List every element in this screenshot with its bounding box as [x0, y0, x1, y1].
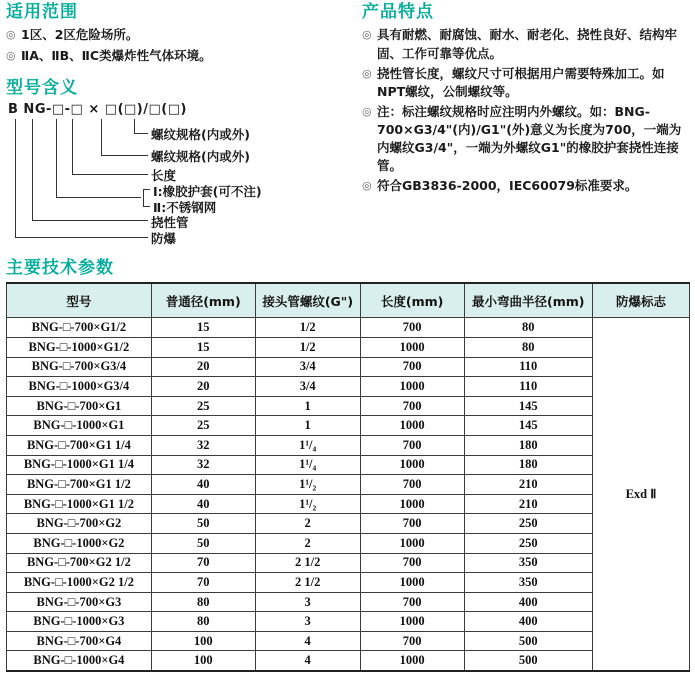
table-row — [7, 573, 690, 593]
length-cell: 1000 — [360, 573, 464, 593]
bullet-text: 1区、2区危险场所。 — [21, 27, 139, 43]
model-cell: BNG-□-700×G3/4 — [7, 357, 152, 377]
column-header-diameter: 普通径(mm) — [151, 283, 255, 318]
column-header-thread: 接头管螺纹(G") — [255, 283, 360, 318]
length-cell: 1000 — [360, 494, 464, 514]
diameter-cell: 50 — [151, 514, 255, 534]
thread-cell: 3/4 — [255, 357, 360, 377]
model-cell: BNG-□-1000×G4 — [7, 651, 152, 671]
diagram-label-length: 长度 — [151, 168, 177, 184]
diagram-label-thread-inner: 螺纹规格(内或外) — [151, 149, 250, 165]
thread-cell: 3 — [255, 612, 360, 632]
specs-section — [6, 258, 690, 278]
model-cell: BNG-□-700×G1/2 — [7, 318, 152, 338]
length-cell: 700 — [360, 514, 464, 534]
diameter-cell: 100 — [151, 651, 255, 671]
length-cell: 700 — [360, 553, 464, 573]
bend-radius-cell: 500 — [464, 651, 592, 671]
model-code-diagram — [6, 102, 358, 252]
table-row — [7, 651, 690, 671]
table-row — [7, 533, 690, 553]
bullet-icon: ◎ — [6, 48, 16, 62]
diameter-cell: 15 — [151, 337, 255, 357]
bend-radius-cell: 80 — [464, 337, 592, 357]
bend-radius-cell: 400 — [464, 592, 592, 612]
length-cell: 700 — [360, 592, 464, 612]
specs-table — [6, 282, 690, 672]
bend-radius-cell: 145 — [464, 396, 592, 416]
diagram-label-flexible-tube: 挠性管 — [151, 215, 189, 231]
table-row — [7, 377, 690, 397]
model-cell: BNG-□-700×G4 — [7, 631, 152, 651]
thread-cell: 1/2 — [255, 337, 360, 357]
diagram-label-explosion-proof: 防爆 — [151, 231, 177, 247]
model-cell: BNG-□-700×G1 1/2 — [7, 475, 152, 495]
bullet-icon: ◎ — [362, 104, 372, 118]
diameter-cell: 50 — [151, 533, 255, 553]
bend-radius-cell: 180 — [464, 455, 592, 475]
bend-radius-cell: 180 — [464, 435, 592, 455]
thread-cell: 1/2 — [255, 318, 360, 338]
table-row — [7, 514, 690, 534]
header-row — [7, 283, 690, 318]
length-cell: 700 — [360, 631, 464, 651]
bullet-icon: ◎ — [6, 28, 16, 42]
model-code: B NG-□-□ × □(□)/□(□) — [8, 102, 187, 118]
bend-radius-cell: 80 — [464, 318, 592, 338]
bullet-item — [6, 26, 358, 44]
thread-cell: 2 — [255, 533, 360, 553]
model-meaning-title: 型号含义 — [6, 77, 78, 98]
diameter-cell: 15 — [151, 318, 255, 338]
diameter-cell: 80 — [151, 612, 255, 632]
length-cell: 700 — [360, 435, 464, 455]
table-row — [7, 494, 690, 514]
thread-cell: 2 — [255, 514, 360, 534]
scope-bullets — [6, 26, 358, 64]
thread-cell: 1¹/₄ — [255, 455, 360, 475]
scope-section — [6, 2, 358, 65]
scope-title: 适用范围 — [6, 2, 78, 22]
top-section — [6, 2, 690, 256]
model-cell: BNG-□-700×G2 1/2 — [7, 553, 152, 573]
bullet-item — [362, 26, 690, 62]
table-row — [7, 612, 690, 632]
table-row — [7, 592, 690, 612]
table-row — [7, 337, 690, 357]
length-cell: 1000 — [360, 533, 464, 553]
length-cell: 1000 — [360, 377, 464, 397]
model-cell: BNG-□-1000×G2 1/2 — [7, 573, 152, 593]
specs-table-head — [7, 283, 690, 318]
connector-line — [15, 119, 148, 238]
diameter-cell: 70 — [151, 553, 255, 573]
model-cell: BNG-□-700×G1 1/4 — [7, 435, 152, 455]
length-cell: 1000 — [360, 337, 464, 357]
length-cell: 1000 — [360, 651, 464, 671]
table-row — [7, 435, 690, 455]
thread-cell: 1 — [255, 396, 360, 416]
model-meaning-section — [6, 78, 358, 252]
length-cell: 1000 — [360, 416, 464, 436]
model-cell: BNG-□-700×G1 — [7, 396, 152, 416]
diameter-cell: 80 — [151, 592, 255, 612]
thread-cell: 3 — [255, 592, 360, 612]
model-cell: BNG-□-1000×G1 — [7, 416, 152, 436]
length-cell: 1000 — [360, 612, 464, 632]
bullet-icon: ◎ — [362, 179, 372, 193]
bend-radius-cell: 350 — [464, 573, 592, 593]
diameter-cell: 40 — [151, 494, 255, 514]
bend-radius-cell: 110 — [464, 357, 592, 377]
left-column — [6, 2, 358, 256]
diameter-cell: 100 — [151, 631, 255, 651]
bend-radius-cell: 400 — [464, 612, 592, 632]
bend-radius-cell: 350 — [464, 553, 592, 573]
diameter-cell: 32 — [151, 455, 255, 475]
thread-cell: 1¹/₄ — [255, 435, 360, 455]
bend-radius-cell: 250 — [464, 514, 592, 534]
column-header-bend-radius: 最小弯曲半径(mm) — [464, 283, 592, 318]
thread-cell: 4 — [255, 651, 360, 671]
column-header-model: 型号 — [7, 283, 152, 318]
features-bullets — [362, 26, 690, 195]
bend-radius-cell: 145 — [464, 416, 592, 436]
model-cell: BNG-□-1000×G1 1/4 — [7, 455, 152, 475]
table-row — [7, 318, 690, 338]
model-cell: BNG-□-1000×G3 — [7, 612, 152, 632]
table-row — [7, 357, 690, 377]
table-row — [7, 631, 690, 651]
features-title: 产品特点 — [362, 2, 434, 22]
diagram-label-thread-outer: 螺纹规格(内或外) — [151, 127, 250, 143]
bullet-icon: ◎ — [362, 66, 372, 80]
bend-radius-cell: 110 — [464, 377, 592, 397]
table-row — [7, 416, 690, 436]
table-row — [7, 475, 690, 495]
bullet-item — [362, 103, 690, 176]
thread-cell: 2 1/2 — [255, 573, 360, 593]
bullet-item — [6, 47, 358, 65]
bullet-text: 挠性管长度，螺纹尺寸可根据用户需要特殊加工。如NPT螺纹，公制螺纹等。 — [377, 65, 665, 99]
bend-radius-cell: 250 — [464, 533, 592, 553]
thread-cell: 3/4 — [255, 377, 360, 397]
thread-cell: 2 1/2 — [255, 553, 360, 573]
table-row — [7, 396, 690, 416]
specs-title-heading: 主要技术参数 — [6, 258, 114, 278]
bullet-item — [362, 65, 690, 101]
length-cell: 700 — [360, 318, 464, 338]
length-cell: 700 — [360, 357, 464, 377]
features-section — [362, 2, 690, 196]
bullet-text: 具有耐燃、耐腐蚀、耐水、耐老化、挠性良好、结构牢固、工作可靠等优点。 — [377, 27, 678, 61]
diameter-cell: 25 — [151, 396, 255, 416]
specs-table-body — [7, 318, 690, 671]
length-cell: 700 — [360, 475, 464, 495]
model-cell: BNG-□-1000×G1 1/2 — [7, 494, 152, 514]
diameter-cell: 32 — [151, 435, 255, 455]
bend-radius-cell: 210 — [464, 475, 592, 495]
model-cell: BNG-□-1000×G2 — [7, 533, 152, 553]
thread-cell: 1 — [255, 416, 360, 436]
column-header-ex-mark: 防爆标志 — [592, 283, 689, 318]
thread-cell: 1¹/₂ — [255, 475, 360, 495]
bend-radius-cell: 500 — [464, 631, 592, 651]
bullet-icon: ◎ — [362, 28, 372, 42]
model-cell: BNG-□-1000×G3/4 — [7, 377, 152, 397]
diameter-cell: 20 — [151, 377, 255, 397]
diagram-label-steel-mesh: Ⅱ:不锈钢网 — [153, 200, 217, 216]
diameter-cell: 40 — [151, 475, 255, 495]
model-cell: BNG-□-1000×G1/2 — [7, 337, 152, 357]
bracket-line — [143, 189, 150, 207]
thread-cell: 1¹/₂ — [255, 494, 360, 514]
model-cell: BNG-□-700×G3 — [7, 592, 152, 612]
table-row — [7, 455, 690, 475]
table-row — [7, 553, 690, 573]
diagram-label-rubber-sheath: Ⅰ:橡胶护套(可不注) — [153, 184, 262, 200]
explosion-mark-cell: Exd Ⅱ — [592, 318, 689, 671]
bullet-text: 注：标注螺纹规格时应注明内外螺纹。如：BNG-700×G3/4"(内)/G1"(外)意义为长度为700，一端为内螺纹G3/4"，一端为外螺纹G1"的橡胶护套挠性连接管。 — [377, 103, 682, 174]
column-header-length: 长度(mm) — [360, 283, 464, 318]
thread-cell: 4 — [255, 631, 360, 651]
diameter-cell: 70 — [151, 573, 255, 593]
model-cell: BNG-□-700×G2 — [7, 514, 152, 534]
bullet-text: 符合GB3836-2000，IEC60079标准要求。 — [377, 178, 638, 194]
length-cell: 1000 — [360, 455, 464, 475]
length-cell: 700 — [360, 396, 464, 416]
right-column — [358, 2, 690, 256]
diameter-cell: 25 — [151, 416, 255, 436]
bend-radius-cell: 210 — [464, 494, 592, 514]
bullet-item — [362, 177, 690, 195]
bullet-text: ⅡA、ⅡB、ⅡC类爆炸性气体环境。 — [21, 47, 212, 63]
diameter-cell: 20 — [151, 357, 255, 377]
